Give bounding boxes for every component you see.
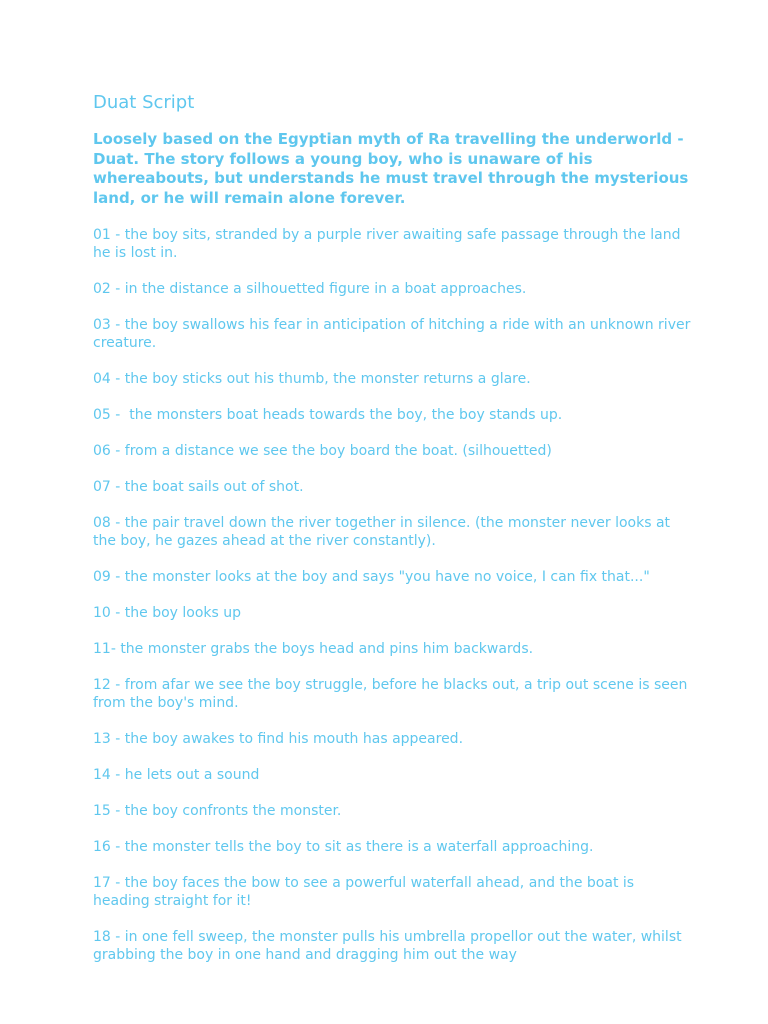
document-title: Duat Script — [93, 92, 195, 113]
scene-line-12: 12 - from afar we see the boy struggle, before he blacks out, a trip out scene is seen from the boy's mind. — [93, 677, 692, 711]
scene-line-10: 10 - the boy looks up — [93, 605, 242, 621]
scene-line-11: 11- the monster grabs the boys head and pins him backwards. — [93, 641, 534, 657]
scene-line-16: 16 - the monster tells the boy to sit as there is a waterfall approaching. — [93, 839, 594, 855]
document-page — [93, 92, 693, 982]
intro-paragraph: Loosely based on the Egyptian myth of Ra travelling the underworld - Duat. The story follows a young boy, who is unaware of his whereabouts, but understands he must travel through the mysterious land, or he will remain alone forever. — [93, 130, 689, 207]
scene-line-04: 04 - the boy sticks out his thumb, the monster returns a glare. — [93, 371, 531, 387]
scene-line-03: 03 - the boy swallows his fear in anticipation of hitching a ride with an unknown river creature. — [93, 317, 695, 351]
scene-line-13: 13 - the boy awakes to find his mouth has appeared. — [93, 731, 464, 747]
scene-line-14: 14 - he lets out a sound — [93, 767, 260, 783]
scene-line-07: 07 - the boat sails out of shot. — [93, 479, 304, 495]
scene-line-01: 01 - the boy sits, stranded by a purple river awaiting safe passage through the land he is lost in. — [93, 227, 685, 261]
scene-line-06: 06 - from a distance we see the boy board the boat. (silhouetted) — [93, 443, 552, 459]
scene-line-02: 02 - in the distance a silhouetted figure in a boat approaches. — [93, 281, 527, 297]
scene-line-05: 05 - the monsters boat heads towards the boy, the boy stands up. — [93, 407, 563, 423]
scene-line-08: 08 - the pair travel down the river together in silence. (the monster never looks at the boy, he gazes ahead at the river constantly). — [93, 515, 675, 549]
scene-line-09: 09 - the monster looks at the boy and says "you have no voice, I can fix that..." — [93, 569, 650, 585]
scene-line-17: 17 - the boy faces the bow to see a powerful waterfall ahead, and the boat is heading straight for it! — [93, 875, 639, 909]
scene-line-15: 15 - the boy confronts the monster. — [93, 803, 342, 819]
scene-line-18: 18 - in one fell sweep, the monster pulls his umbrella propellor out the water, whilst grabbing the boy in one hand and dragging him out the way — [93, 929, 687, 963]
